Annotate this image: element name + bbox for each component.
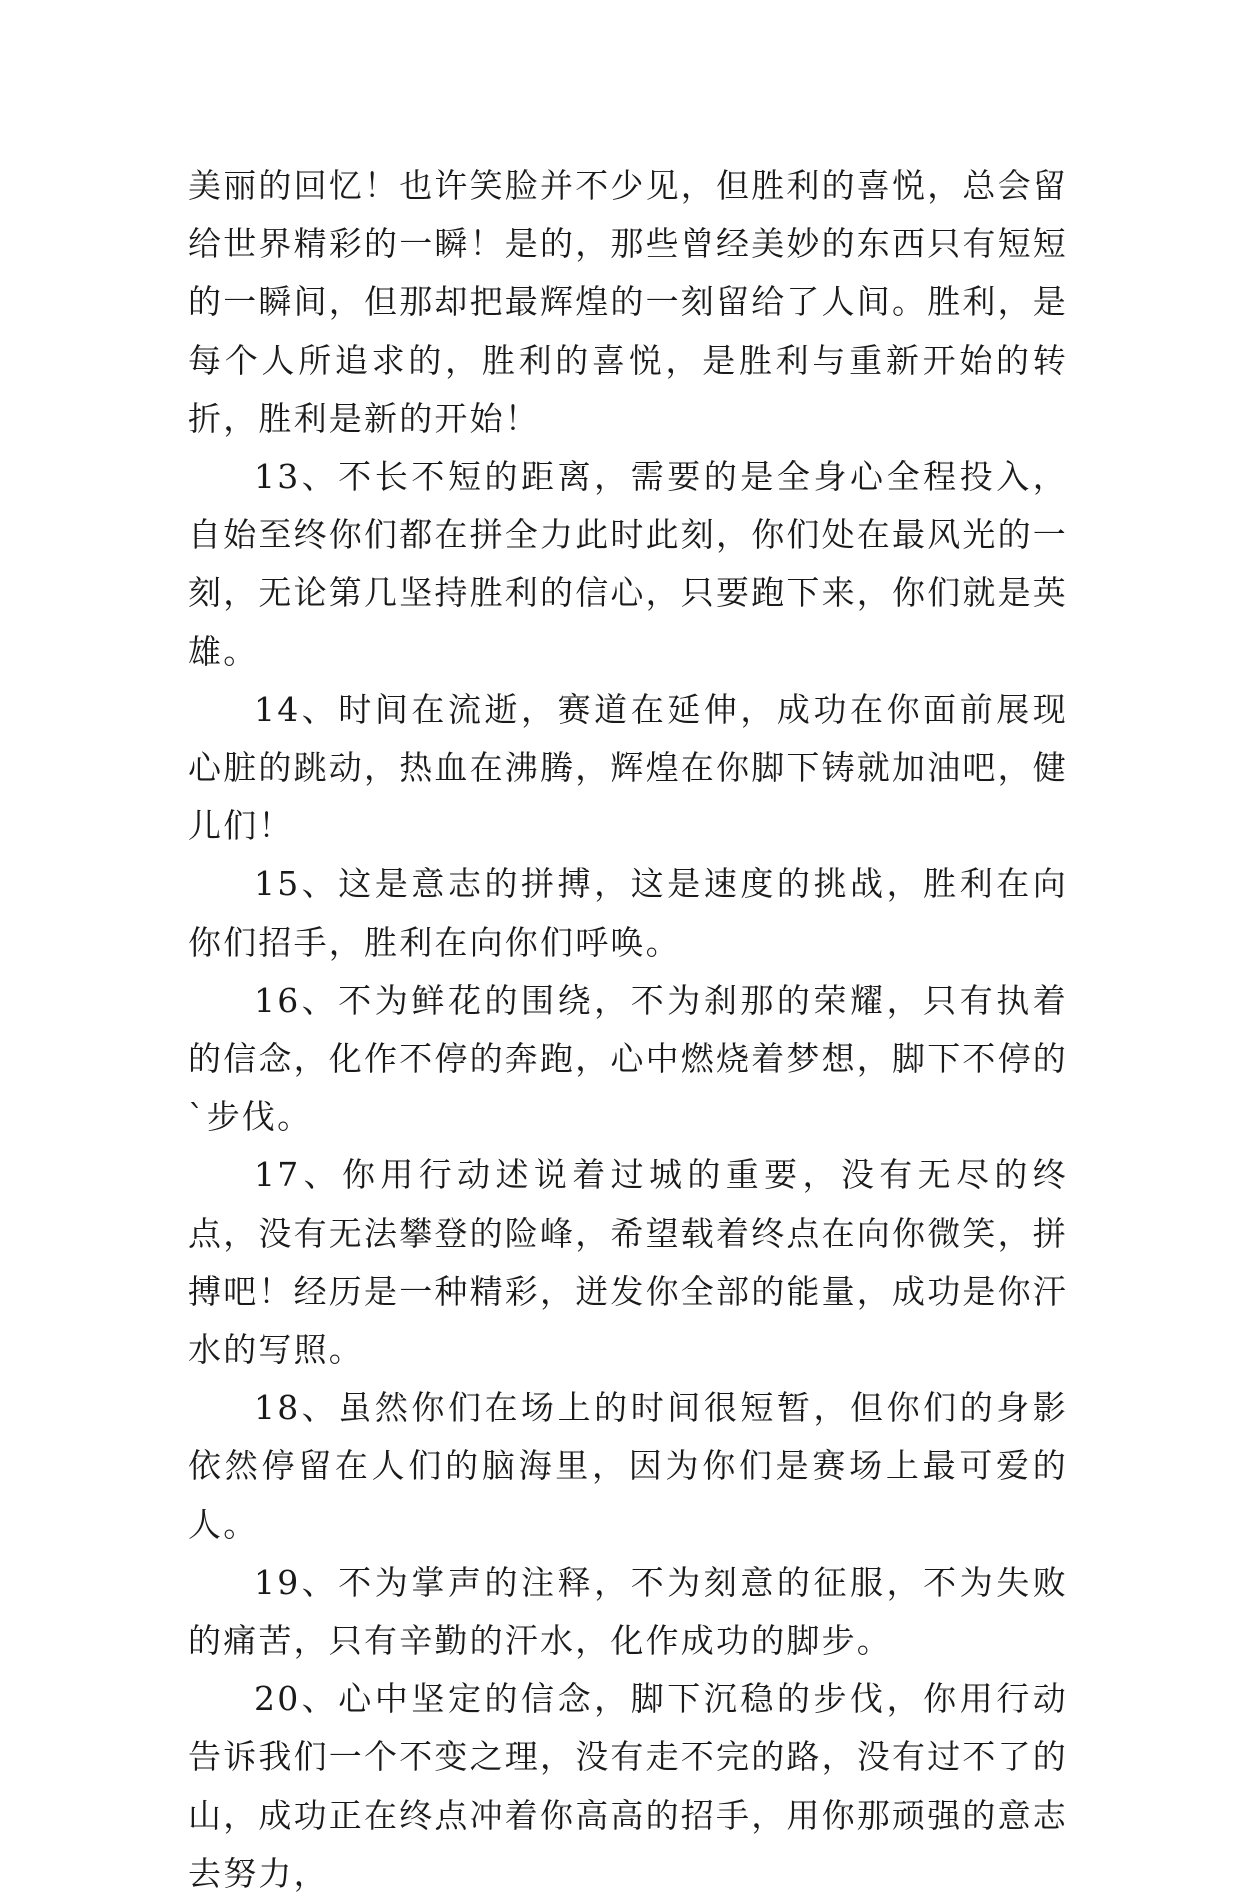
paragraph: 17、你用行动述说着过城的重要，没有无尽的终点，没有无法攀登的险峰，希望载着终点在向你微笑，拼搏吧！经历是一种精彩，迸发你全部的能量，成功是你汗水的写照。 xyxy=(188,1155,1068,1370)
document-body xyxy=(188,157,1068,1903)
paragraph: 15、这是意志的拼搏，这是速度的挑战，胜利在向你们招手，胜利在向你们呼唤。 xyxy=(188,864,1068,962)
paragraph: 19、不为掌声的注释，不为刻意的征服，不为失败的痛苦，只有辛勤的汗水，化作成功的脚步。 xyxy=(188,1562,1068,1661)
paragraph: 13、不长不短的距离，需要的是全身心全程投入，自始至终你们都在拼全力此时此刻，你们处在最风光的一刻，无论第几坚持胜利的信心，只要跑下来，你们就是英雄。 xyxy=(188,457,1068,671)
paragraph: 20、心中坚定的信念，脚下沉稳的步伐，你用行动告诉我们一个不变之理，没有走不完的路，没有过不了的山，成功正在终点冲着你高高的招手，用你那顽强的意志去努力， xyxy=(188,1679,1068,1893)
paragraph: 14、时间在流逝，赛道在延伸，成功在你面前展现心脏的跳动，热血在沸腾，辉煌在你脚下铸就加油吧，健儿们！ xyxy=(188,689,1068,846)
paragraph: 18、虽然你们在场上的时间很短暂，但你们的身影依然停留在人们的脑海里，因为你们是赛场上最可爱的人。 xyxy=(188,1388,1068,1544)
paragraph: 16、不为鲜花的围绕，不为刹那的荣耀，只有执着的信念，化作不停的奔跑，心中燃烧着梦想，脚下不停的`步伐。 xyxy=(188,980,1068,1137)
paragraph: 美丽的回忆！也许笑脸并不少见，但胜利的喜悦，总会留给世界精彩的一瞬！是的，那些曾经美妙的东西只有短短的一瞬间，但那却把最辉煌的一刻留给了人间。胜利，是每个人所追求的，胜利的喜悦，是胜利与重新开始的转折，胜利是新的开始！ xyxy=(188,166,1068,438)
